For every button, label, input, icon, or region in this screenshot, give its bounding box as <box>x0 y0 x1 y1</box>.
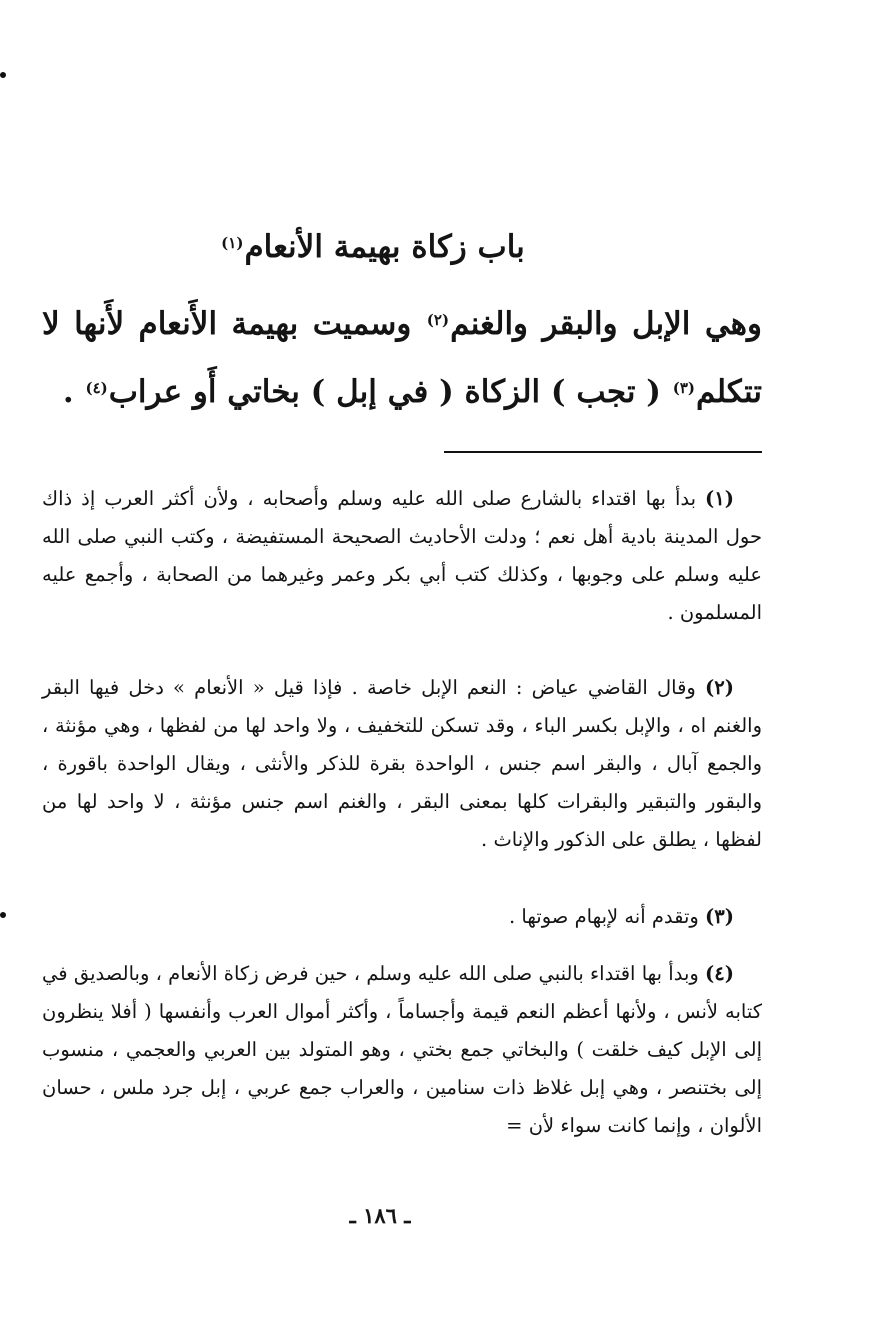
footnote-ref-3: (٣) <box>672 379 695 397</box>
footnote-3 <box>42 898 762 936</box>
chapter-title-text: باب زكاة بهيمة الأنعام <box>244 229 525 265</box>
footnote-text: وتقدم أنه لإبهام صوتها . <box>508 905 699 928</box>
footnote-separator <box>444 451 762 453</box>
footnote-1 <box>42 480 762 632</box>
footnote-number: (٤) <box>705 962 734 985</box>
footnote-number: (٢) <box>705 676 734 699</box>
main-text-line-2: تتكلم$^{(٣)}$ ( تجب ) الزكاة ( في إبل ) بخاتي أَو عراب$^{(٤)}$ . <box>62 374 762 410</box>
page-number: ـ ١٨٦ ـ <box>349 1203 411 1228</box>
left-edge-mark-bottom <box>0 912 6 918</box>
footnote-text: وقال القاضي عياض : النعم الإبل خاصة . فإذا قيل « الأنعام » دخل فيها البقر والغنم اه ، والإبل بكسر الباء ، وقد تسكن للتخفيف ، ولا واحد لها من لفظها ، وهي مؤنثة ، والجمع آبال ، والبقر اسم جنس ، الواحدة بقرة للذكر والأنثى ، ويقال الواحدة باقورة ، والبقور والتبقير والبقرات كلها بمعنى البقر ، والغنم اسم جنس مؤنثة ، لا واحد لها من لفظها ، يطلق على الذكور والإناث . <box>42 676 762 851</box>
main-text <box>42 290 762 426</box>
footnote-number: (٣) <box>705 905 734 928</box>
footnote-text: وبدأ بها اقتداء بالنبي صلى الله عليه وسلم ، حين فرض زكاة الأنعام ، وبالصديق في كتابه لأنس ، ولأنها أعظم النعم قيمة وأجساماً ، وأكثر أموال العرب وأنفسها ( أفلا ينظرون إلى الإبل كيف خلقت ) والبخاتي جمع بختي ، وهو المتولد بين العربي والعجمي ، منسوب إلى بختنصر ، وهي إبل غلاظ ذات سنامين ، والعراب جمع عربي ، إبل جرد ملس ، حسان الألوان ، وإنما كانت سواء لأن = <box>42 962 762 1137</box>
footnote-text: بدأ بها اقتداء بالشارع صلى الله عليه وسلم وأصحابه ، ولأن أكثر العرب إذ ذاك حول المدينة بادية أهل نعم ؛ ودلت الأحاديث الصحيحة المستفيضة ، وكتب النبي صلى الله عليه وسلم على وجوبها ، وكذلك كتب أبي بكر وعمر وغيرهما من الصحابة ، وأجمع عليه المسلمون . <box>42 487 762 624</box>
main-text-line-1: وهي الإبل والبقر والغنم$^{(٢)}$ وسميت بهيمة الأَنعام لأَنها لا <box>42 306 762 342</box>
footnote-ref-2: (٢) <box>426 311 450 329</box>
footnote-ref-4: (٤) <box>85 379 108 397</box>
footnote-number: (١) <box>705 487 734 510</box>
footnote-ref-1: (١) <box>221 234 244 252</box>
chapter-title <box>0 222 875 272</box>
footnote-4 <box>42 955 762 1145</box>
left-edge-mark-top <box>0 72 6 78</box>
footnote-2 <box>42 669 762 859</box>
